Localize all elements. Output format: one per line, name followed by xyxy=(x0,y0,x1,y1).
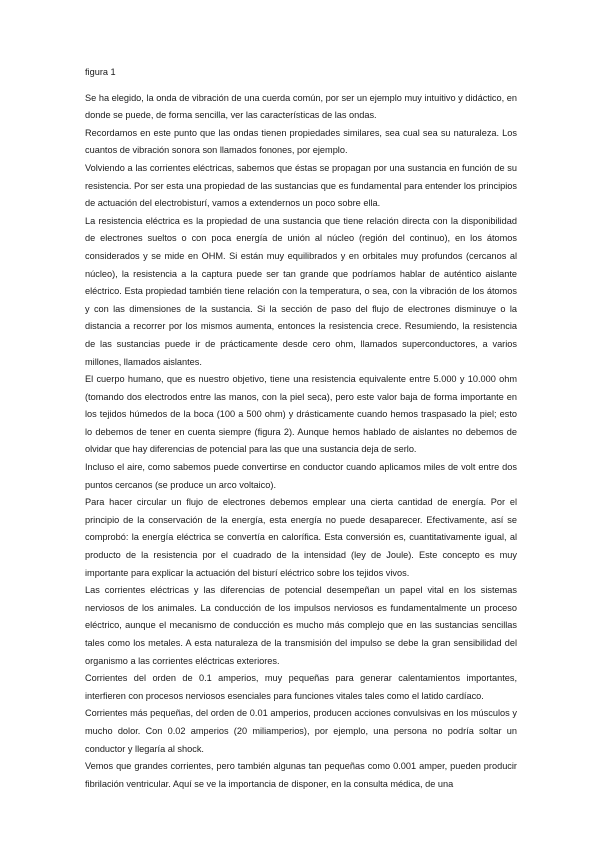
paragraph-current-0-1: Corrientes del orden de 0.1 amperios, muy pequeñas para generar calentamientos importantes, interfieren con procesos nerviosos esenciales para funciones vitales tales como el latido cardíaco. xyxy=(85,673,517,701)
paragraph-fibrillation: Vemos que grandes corrientes, pero también algunas tan pequeñas como 0.001 amper, pueden producir fibrilación ventricular. Aquí se ve la importancia de disponer, en la consulta médica, de una xyxy=(85,761,517,789)
paragraph-nervous-system: Las corrientes eléctricas y las diferencias de potencial desempeñan un papel vital en los sistemas nerviosos de los animales. La conducción de los impulsos nerviosos es fundamentalmente un proceso eléctrico, aunque el mecanismo de conducción es mucho más complejo que en las sustancias sencillas tales como los metales. A esta naturaleza de la transmisión del impulso se debe la gran sensibilidad del organismo a las corrientes eléctricas exteriores. xyxy=(85,585,517,666)
paragraph-human-body: El cuerpo humano, que es nuestro objetivo, tiene una resistencia equivalente entre 5.000 y 10.000 ohm (tomando dos electrodos entre las manos, con la piel seca), pero este valor baja de forma importante en los tejidos húmedos de la boca (100 a 500 ohm) y drásticamente cuando hemos traspasado la piel; esto lo debemos de tener en cuenta siempre (figura 2). Aunque hemos hablado de aislantes no debemos de olvidar que hay diferencias de potencial para las que una sustancia deja de serlo. xyxy=(85,374,517,455)
figure-caption: figura 1 xyxy=(85,67,116,77)
paragraph-electric-currents: Volviendo a las corrientes eléctricas, sabemos que éstas se propagan por una sustancia en función de su resistencia. Por ser esta una propiedad de las sustancias que es fundamental para entender los principios de actuación del electrobisturí, vamos a extendernos un poco sobre ella. xyxy=(85,162,517,209)
paragraph-energy: Para hacer circular un flujo de electrones debemos emplear una cierta cantidad de energía. Por el principio de la conservación de la energía, esta energía no puede desaparecer. Efectivamente, así se comprobó: la energía eléctrica se convertía en calorífica. Esta conversión es, cuantitativamente igual, al producto de la resistencia por el cuadrado de la intensidad (ley de Joule). Este concepto es muy importante para explicar la actuación del bisturí eléctrico sobre los tejidos vivos. xyxy=(85,497,517,578)
paragraph-air: Incluso el aire, como sabemos puede convertirse en conductor cuando aplicamos miles de volt entre dos puntos cercanos (se produce un arco voltaico). xyxy=(85,462,517,490)
paragraph-resistance: La resistencia eléctrica es la propiedad de una sustancia que tiene relación directa con la disponibilidad de electrones sueltos o con poca energía de unión al núcleo (región del continuo), en los átomos considerados y se mide en OHM. Si están muy equilibrados y en orbitales muy profundos (cercanos al núcleo), la resistencia a la captura puede ser tan grande que podríamos hablar de auténtico aislante eléctrico. Esta propiedad también tiene relación con la temperatura, o sea, con la vibración de los átomos y con las dimensiones de la sustancia. Si la sección de paso del flujo de electrones disminuye o la distancia a recorrer por los mismos aumenta, entonces la resistencia crece. Resumiendo, la resistencia de las sustancias puede ir de prácticamente desde cero ohm, llamados superconductores, a varios millones, llamados aislantes. xyxy=(85,215,517,367)
document-page xyxy=(85,64,517,793)
paragraph-current-0-01: Corrientes más pequeñas, del orden de 0.01 amperios, producen acciones convulsivas en los músculos y mucho dolor. Con 0.02 amperios (20 miliamperios), por ejemplo, una persona no podría soltar un conductor y llegaría al shock. xyxy=(85,708,517,754)
paragraph-wave-properties: Recordamos en este punto que las ondas tienen propiedades similares, sea cual sea su naturaleza. Los cuantos de vibración sonora son llamados fonones, por ejemplo. xyxy=(85,127,517,156)
paragraph-wave-example: Se ha elegido, la onda de vibración de una cuerda común, por ser un ejemplo muy intuitivo y didáctico, en donde se puede, de forma sencilla, ver las características de las ondas. xyxy=(85,92,517,121)
